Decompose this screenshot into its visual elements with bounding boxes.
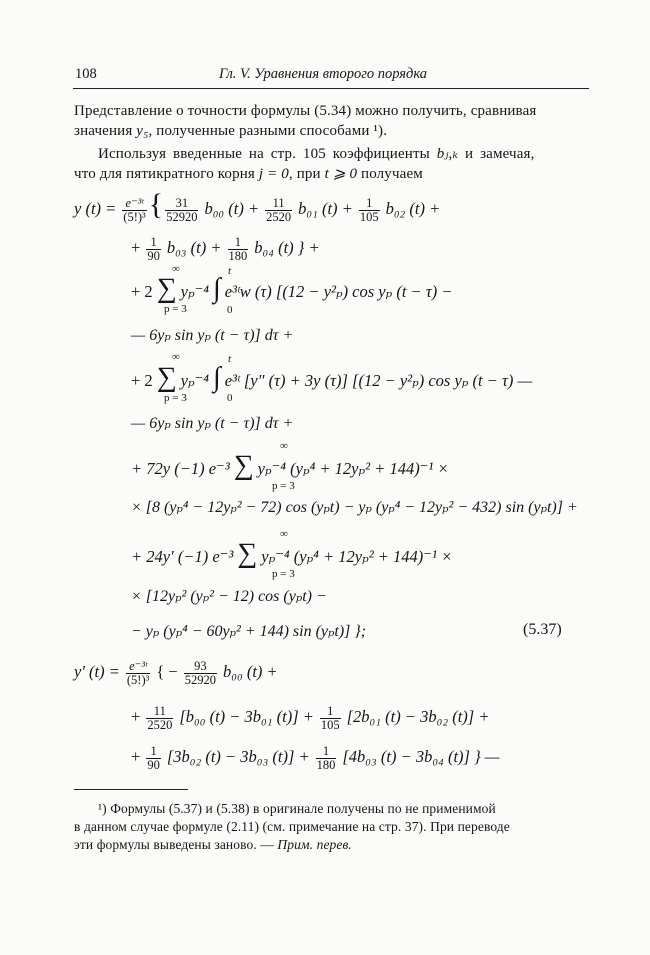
fraction — [122, 197, 147, 224]
sum-upper-limit: ∞ — [280, 528, 288, 540]
page-number: 108 — [75, 66, 97, 82]
equation-line: — 6yₚ sin yₚ (t − τ)] dτ + — [131, 327, 294, 344]
fraction — [320, 705, 341, 732]
fraction — [316, 745, 337, 772]
fraction — [359, 197, 380, 224]
fraction-numerator: 11 — [272, 196, 285, 211]
paragraph-text: Используя введенные на стр. 105 коэффициенты — [98, 146, 430, 162]
equation-term: b₀₁ (t) + — [298, 199, 353, 218]
equation-line — [131, 540, 452, 568]
fraction-numerator: 31 — [175, 196, 189, 211]
sum-lower-limit: p = 3 — [164, 303, 187, 315]
equation-line — [131, 705, 489, 732]
equation-term: b₀₂ (t) + — [385, 199, 441, 218]
sum-lower-limit: p = 3 — [272, 568, 295, 580]
equation-term: [4b₀₃ (t) − 3b₀₄ (t)] } — — [342, 746, 500, 766]
fraction-denominator: 2520 — [266, 209, 292, 224]
fraction-numerator: e⁻³ᵗ — [129, 659, 148, 673]
integral-sign: ∫ — [213, 273, 221, 304]
footnote-line: в данном случае формуле (2.11) (см. примечание на стр. 37). При переводе — [74, 819, 510, 834]
equation-number: (5.37) — [523, 621, 562, 638]
fraction — [146, 745, 161, 772]
fraction-numerator: 1 — [327, 704, 334, 718]
paragraph-text: получаем — [361, 166, 423, 182]
plus-sign: + — [131, 746, 141, 766]
paragraph-text: значения — [74, 123, 133, 139]
fraction-numerator: e⁻³ᵗ — [125, 196, 144, 211]
equation-line: × [8 (yₚ⁴ − 12yₚ² − 72) cos (yₚt) − yₚ (yₚ⁴ − 12yₚ² − 432) sin (yₚt)] + — [131, 499, 578, 516]
equation-line — [131, 275, 452, 303]
footnote-line: ¹) Формулы (5.37) и (5.38) в оригинале получены по не применимой — [98, 801, 496, 816]
fraction-numerator: 11 — [153, 704, 166, 718]
fraction-numerator: 1 — [234, 235, 241, 249]
sum-upper-limit: ∞ — [172, 351, 180, 363]
paragraph-text: и замечая, — [465, 146, 535, 162]
running-title: Гл. V. Уравнения второго порядка — [219, 66, 428, 82]
equation-term: [3b₀₂ (t) − 3b₀₃ (t)] + — [166, 746, 310, 766]
equation-term: [b₀₀ (t) − 3b₀₁ (t)] + — [179, 706, 314, 726]
paragraph-line — [98, 144, 535, 163]
paragraph-text: , при — [288, 166, 321, 182]
integral-sign: ∫ — [213, 362, 221, 393]
equation-term: + 2 — [131, 282, 153, 301]
sum-lower-limit: p = 3 — [272, 480, 295, 492]
fraction-denominator: 105 — [359, 209, 379, 224]
integral-lower-limit: 0 — [227, 392, 233, 404]
equation-line — [131, 745, 499, 772]
sum-lower-limit: p = 3 — [164, 392, 187, 404]
equation-line: − yₚ (yₚ⁴ − 60yₚ² + 144) sin (yₚt)] }; — [131, 623, 367, 640]
equation-line — [131, 236, 320, 263]
sum-upper-limit: ∞ — [280, 440, 288, 452]
sum-sign: ∑ — [233, 450, 254, 481]
equation-term: yₚ⁻⁴ (yₚ⁴ + 12yₚ² + 144)⁻¹ × — [257, 459, 449, 478]
footnote-text: эти формулы выведены заново. — — [74, 837, 274, 852]
equation-term: b₀₀ (t) + — [204, 199, 260, 218]
equation-line: × [12yₚ² (yₚ² − 12) cos (yₚt) − — [131, 588, 327, 605]
equation-term: + 24y′ (−1) e⁻³ — [131, 547, 234, 566]
paragraph-text: , полученные разными способами ¹). — [148, 123, 388, 139]
fraction — [146, 705, 173, 732]
equation-line — [131, 364, 532, 392]
equation-term: e³ᵗ [y″ (τ) + 3y (τ)] [(12 − y²ₚ) cos yₚ (t − τ) — — [224, 371, 533, 390]
equation-line — [74, 660, 278, 687]
fraction-numerator: 1 — [322, 744, 330, 758]
fraction-denominator: 105 — [320, 717, 340, 732]
fraction-denominator: 2520 — [147, 717, 173, 732]
equation-term: b₀₃ (t) + — [166, 237, 222, 257]
paragraph-line — [74, 164, 423, 183]
equation-term: { − — [156, 661, 178, 681]
footnote-note: Прим. перев. — [277, 837, 352, 852]
plus-sign: + — [131, 706, 141, 726]
fraction-numerator: 1 — [366, 196, 373, 211]
equation-term: yₚ⁻⁴ (yₚ⁴ + 12yₚ² + 144)⁻¹ × — [261, 547, 453, 566]
sum-sign: ∑ — [156, 362, 177, 393]
equation-line: — 6yₚ sin yₚ (t − τ)] dτ + — [131, 415, 294, 432]
inline-math: j = 0 — [258, 166, 289, 182]
fraction — [146, 236, 161, 263]
equation-term: e³ᵗw (τ) [(12 − y²ₚ) cos yₚ (t − τ) − — [224, 282, 453, 301]
fraction — [126, 660, 151, 687]
fraction-denominator: 180 — [228, 248, 248, 263]
paragraph-line: Представление о точности формулы (5.34) можно получить, сравнивая — [74, 103, 537, 119]
fraction-denominator: 52920 — [166, 209, 198, 224]
footnote-rule — [74, 789, 188, 790]
paragraph-line — [74, 123, 387, 140]
equation-term: b₀₀ (t) + — [223, 661, 278, 681]
sum-sign: ∑ — [156, 273, 177, 304]
equation-term: + 2 — [131, 371, 153, 390]
fraction-numerator: 1 — [150, 744, 157, 758]
fraction-denominator: 52920 — [184, 672, 216, 687]
equation-term: yₚ⁻⁴ — [180, 282, 210, 301]
paragraph-text: что для пятикратного корня — [74, 166, 255, 182]
integral-upper-limit: t — [228, 353, 232, 365]
plus-sign: + — [131, 237, 141, 257]
fraction-denominator: (5!)³ — [123, 209, 146, 224]
equation-term: yₚ⁻⁴ — [180, 371, 210, 390]
sum-sign: ∑ — [237, 538, 258, 569]
integral-upper-limit: t — [228, 265, 232, 277]
equation-line — [74, 190, 440, 224]
inline-math: t ⩾ 0 — [324, 166, 358, 182]
fraction — [165, 197, 198, 224]
fraction-denominator: (5!)³ — [126, 672, 150, 687]
open-brace: { — [148, 188, 164, 221]
equation-lhs: y (t) = — [74, 199, 117, 218]
header-rule — [73, 88, 589, 89]
sum-upper-limit: ∞ — [172, 263, 180, 275]
fraction — [184, 660, 217, 687]
equation-term: b₀₄ (t) } + — [254, 237, 320, 257]
fraction-denominator: 90 — [147, 757, 160, 772]
equation-line — [131, 452, 449, 480]
fraction-numerator: 1 — [150, 235, 157, 249]
integral-lower-limit: 0 — [227, 304, 233, 316]
fraction-denominator: 90 — [147, 248, 160, 263]
fraction — [228, 236, 249, 263]
footnote-line — [74, 837, 352, 853]
equation-term: [2b₀₁ (t) − 3b₀₂ (t)] + — [346, 706, 490, 726]
fraction-numerator: 93 — [194, 659, 207, 673]
equation-term: + 72y (−1) e⁻³ — [131, 459, 230, 478]
inline-math: y₅ — [136, 123, 149, 139]
inline-math: bⱼ,ₖ — [436, 146, 459, 162]
fraction — [265, 197, 292, 224]
equation-lhs: y′ (t) = — [74, 661, 120, 681]
fraction-denominator: 180 — [316, 757, 336, 772]
